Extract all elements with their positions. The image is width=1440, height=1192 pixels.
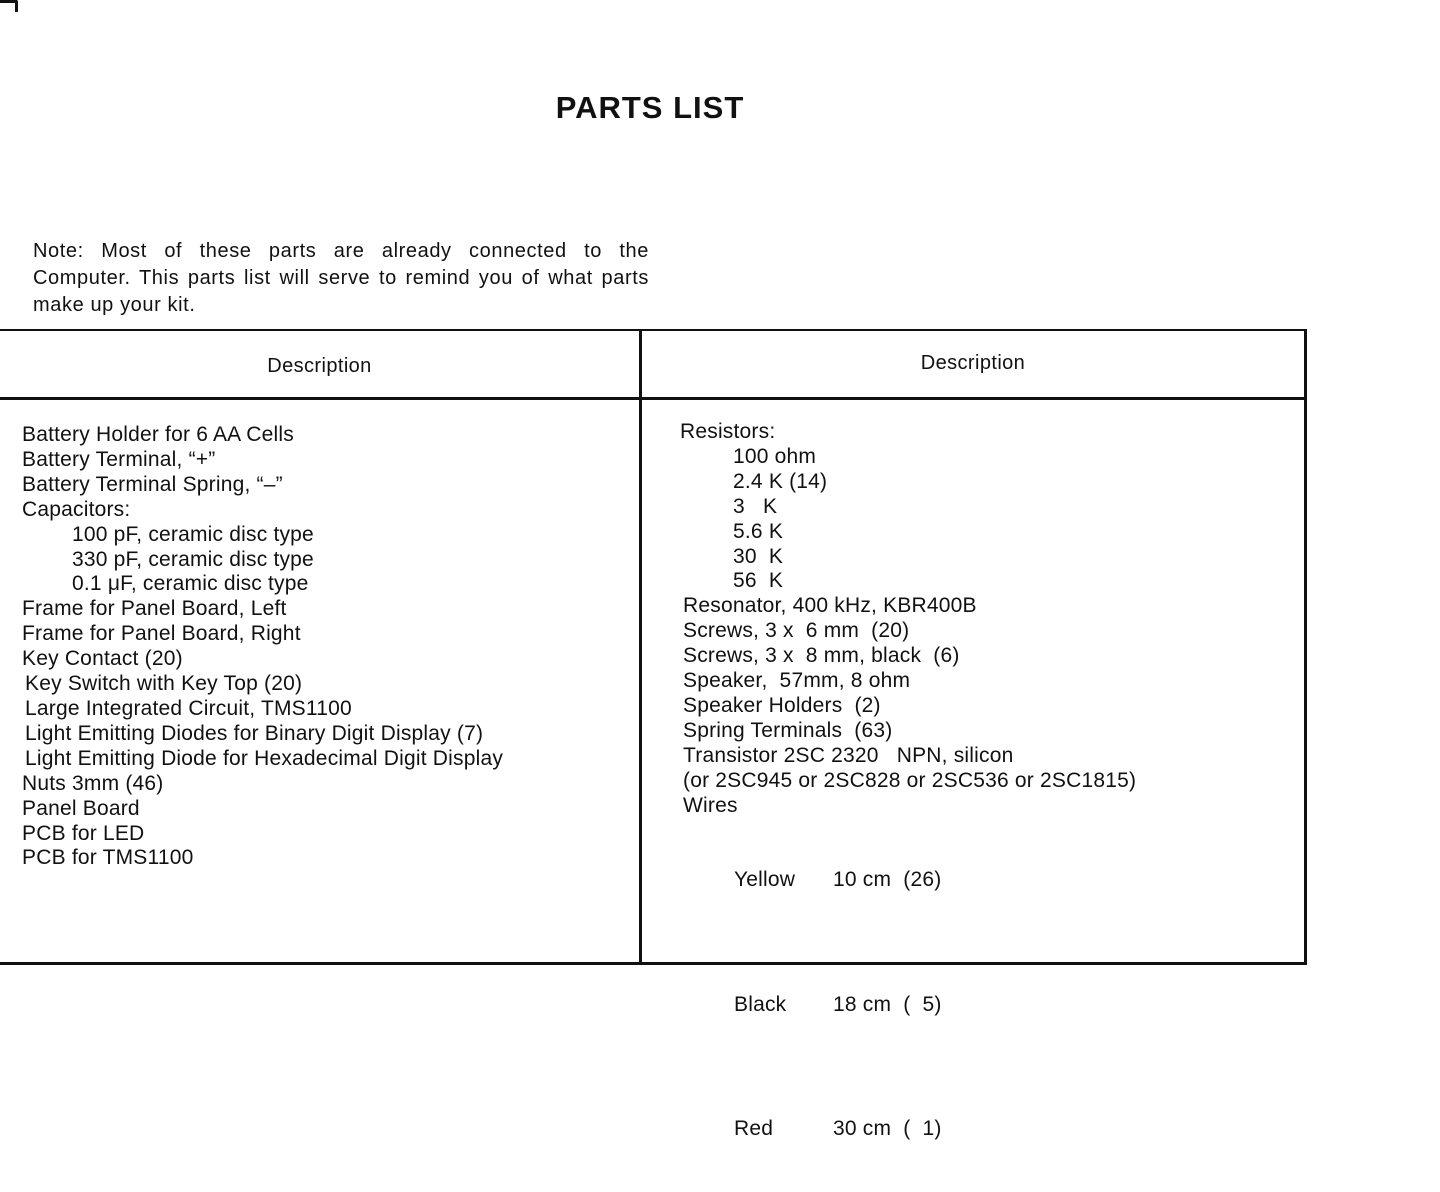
list-item: Battery Terminal, “+” xyxy=(22,447,216,471)
list-item: PCB for TMS1100 xyxy=(22,846,194,870)
list-item: Transistor 2SC 2320 NPN, silicon xyxy=(683,743,1014,767)
list-item: PCB for LED xyxy=(22,821,145,845)
wire-color: Yellow xyxy=(734,868,796,892)
column-divider xyxy=(639,331,642,962)
right-parts-list xyxy=(680,420,1136,1192)
list-item: 56 K xyxy=(733,569,784,593)
list-item: Screws, 3 x 8 mm, black (6) xyxy=(683,644,960,668)
list-item: 100 pF, ceramic disc type xyxy=(72,522,314,546)
list-item: Spring Terminals (63) xyxy=(683,718,893,742)
wire-row xyxy=(680,1068,1136,1192)
list-item: 30 K xyxy=(733,544,784,568)
list-item: Battery Terminal Spring, “–” xyxy=(22,472,283,496)
wire-row xyxy=(680,943,1136,1068)
list-item: 3 K xyxy=(733,494,778,518)
list-item: Capacitors: xyxy=(22,497,131,521)
list-item: Light Emitting Diodes for Binary Digit Display (7) xyxy=(25,721,484,745)
left-parts-list xyxy=(22,423,503,871)
corner-crop-mark xyxy=(0,0,18,12)
list-item: Light Emitting Diode for Hexadecimal Digit Display xyxy=(25,746,504,770)
wire-color: Red xyxy=(734,1117,774,1141)
list-item: Battery Holder for 6 AA Cells xyxy=(22,423,294,446)
list-item: Screws, 3 x 6 mm (20) xyxy=(683,619,910,643)
page-title: PARTS LIST xyxy=(555,90,745,125)
list-item: 0.1 μF, ceramic disc type xyxy=(72,572,309,596)
wire-spec: 18 cm ( 5) xyxy=(833,992,942,1016)
list-item: Key Contact (20) xyxy=(22,647,183,671)
parts-table xyxy=(0,329,1307,1141)
list-item: 5.6 K xyxy=(733,519,784,543)
wire-color: Black xyxy=(734,992,787,1016)
list-item: Resonator, 400 kHz, KBR400B xyxy=(683,594,977,618)
note-paragraph: Note: Most of these parts are already connected to the Computer. This parts list will serve to remind you of what parts make up your kit. xyxy=(33,240,649,316)
wire-spec: 10 cm (26) xyxy=(833,868,942,892)
list-item: Nuts 3mm (46) xyxy=(22,771,164,795)
list-item: Panel Board xyxy=(22,796,140,820)
list-item: 330 pF, ceramic disc type xyxy=(72,547,314,571)
left-column-header: Description xyxy=(267,355,372,377)
list-item: Resistors: xyxy=(680,420,776,443)
list-item: (or 2SC945 or 2SC828 or 2SC536 or 2SC1815) xyxy=(683,768,1137,792)
list-item: Large Integrated Circuit, TMS1100 xyxy=(25,696,352,720)
list-item: 2.4 K (14) xyxy=(733,469,828,493)
header-divider xyxy=(0,397,1304,400)
list-item: Frame for Panel Board, Right xyxy=(22,622,301,646)
wire-row xyxy=(680,819,1136,944)
list-item: Wires xyxy=(683,793,738,817)
wire-spec: 30 cm ( 1) xyxy=(833,1117,942,1141)
list-item: 100 ohm xyxy=(733,444,817,468)
list-item: Speaker, 57mm, 8 ohm xyxy=(683,669,911,693)
list-item: Frame for Panel Board, Left xyxy=(22,597,287,621)
list-item: Speaker Holders (2) xyxy=(683,693,881,717)
right-column-header: Description xyxy=(920,352,1026,374)
list-item: Key Switch with Key Top (20) xyxy=(25,672,303,696)
